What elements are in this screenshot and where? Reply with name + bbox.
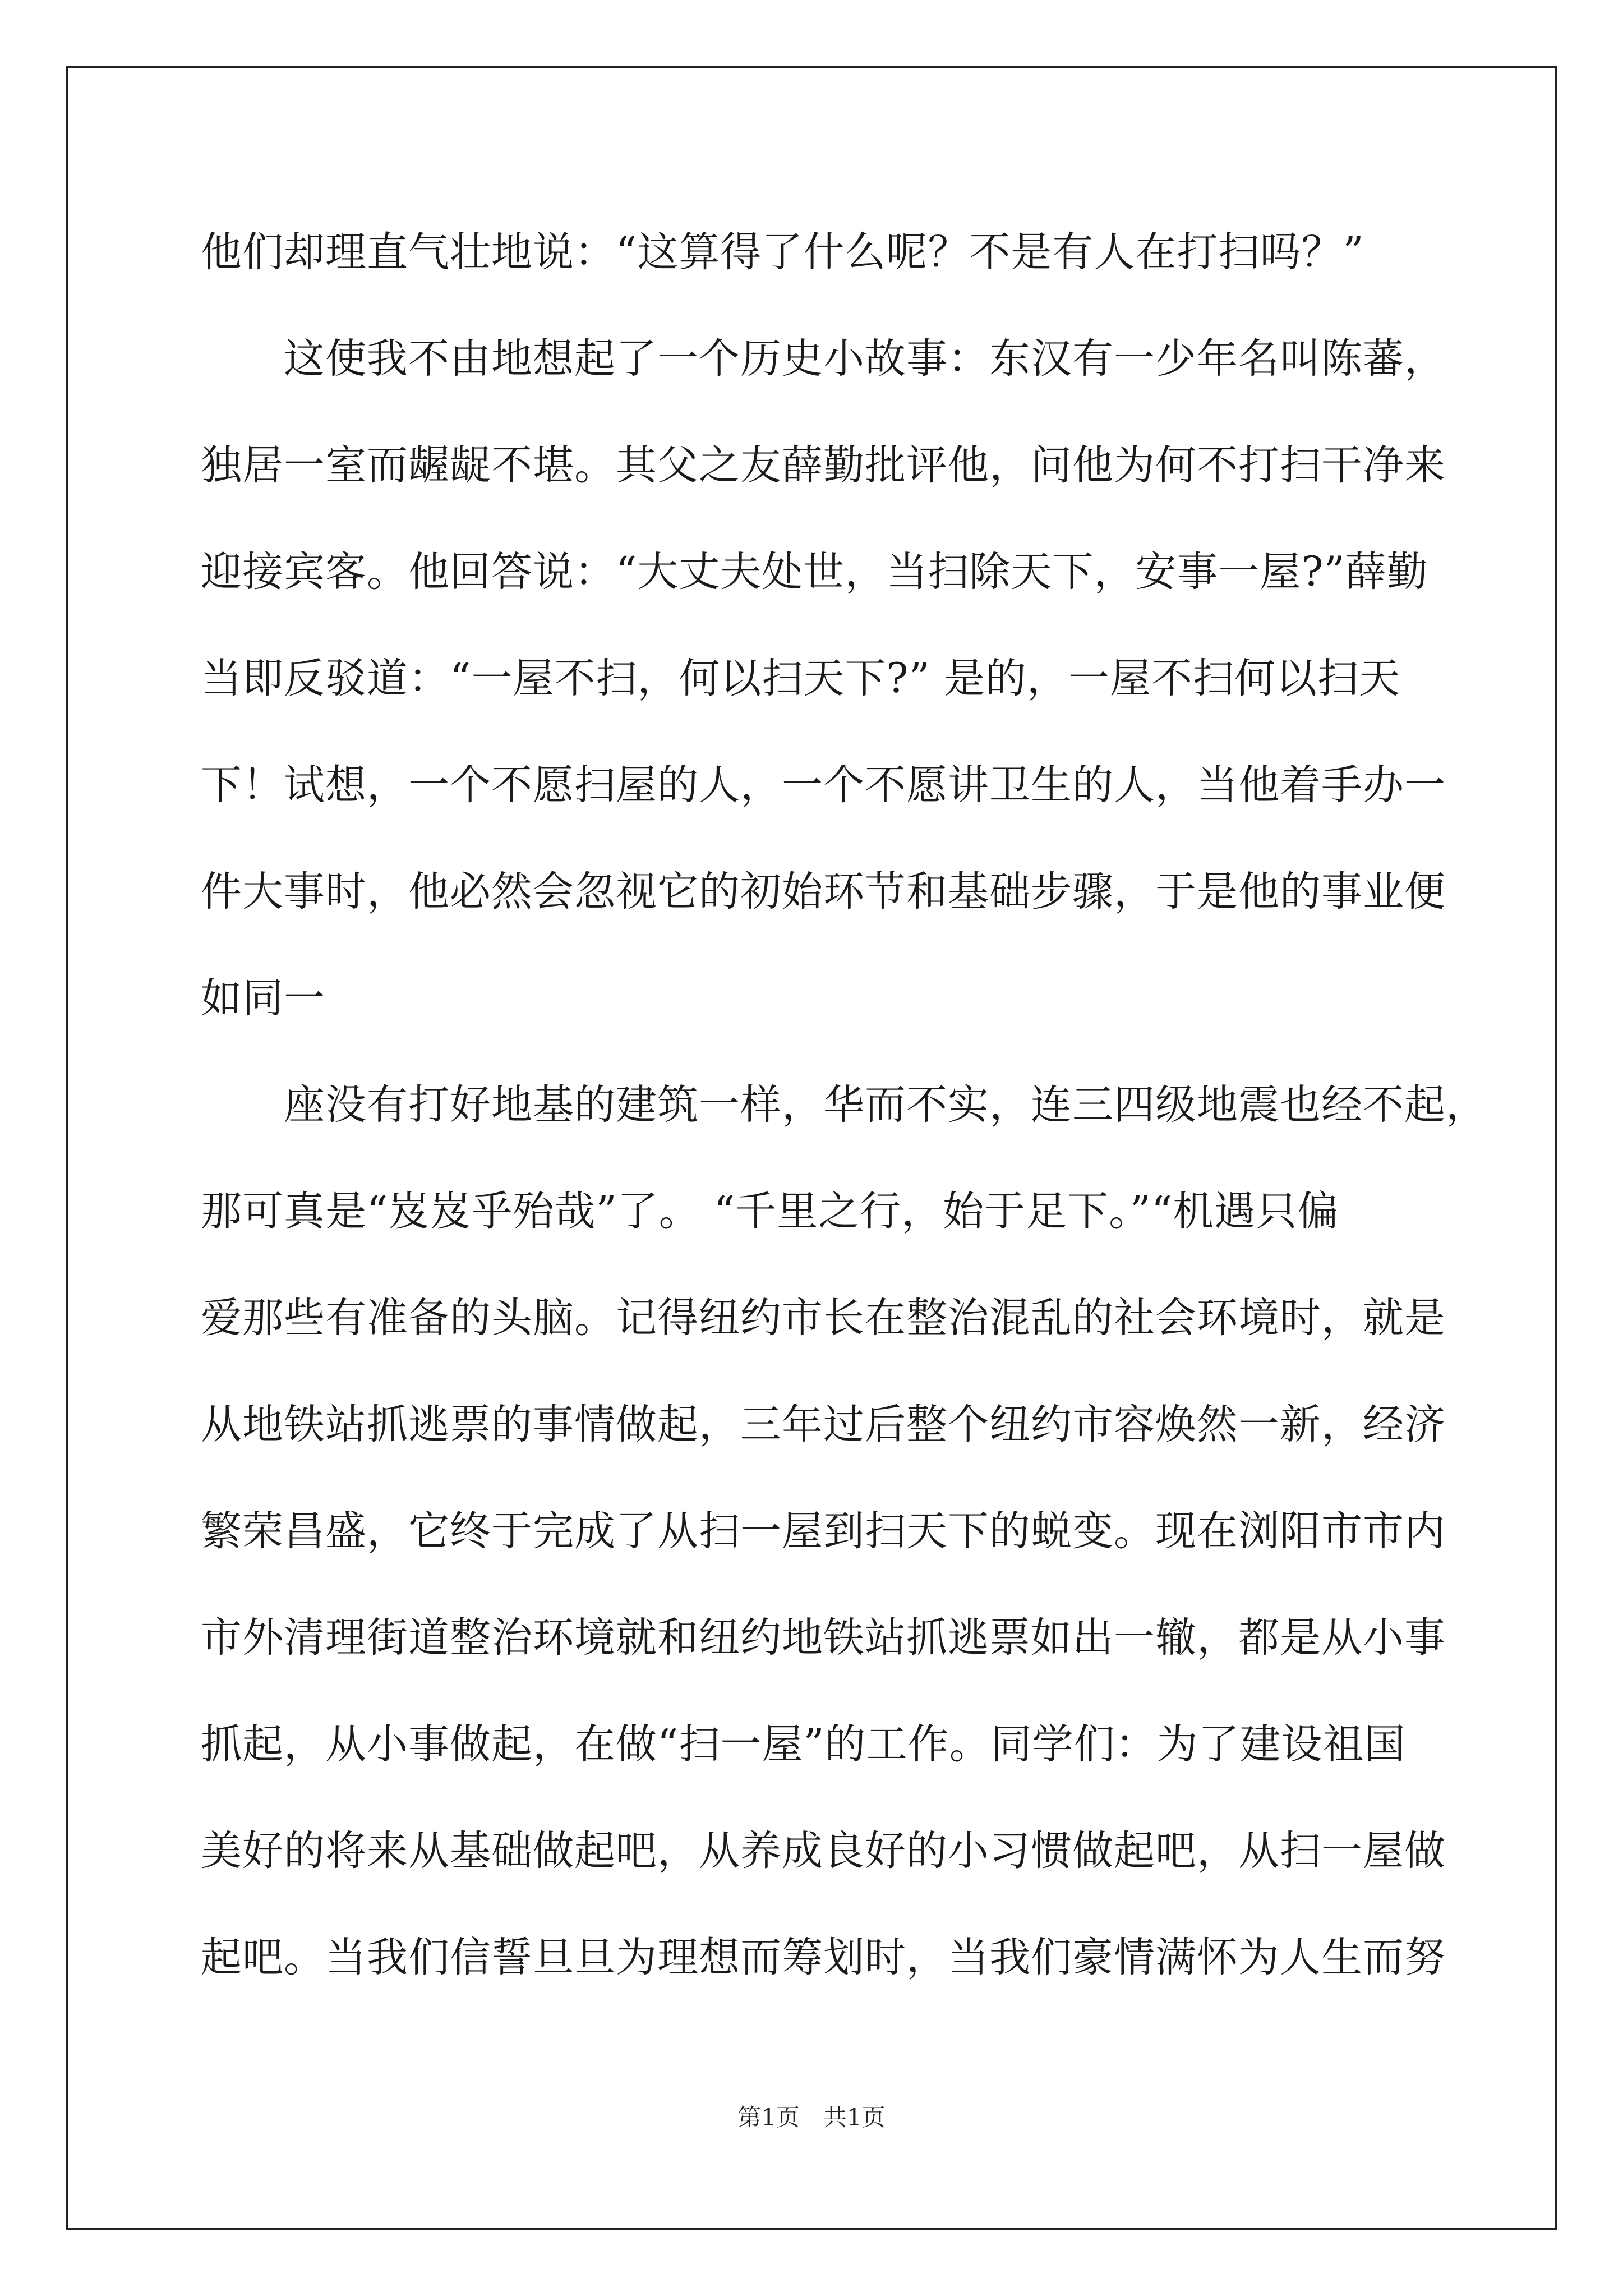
- text-line: 座没有打好地基的建筑一样，华而不实，连三四级地震也经不起，: [201, 1081, 1487, 1129]
- text-line: 美好的将来从基础做起吧，从养成良好的小习惯做起吧，从扫一屋做: [201, 1827, 1446, 1875]
- text-line: 他们却理直气壮地说：“这算得了什么呢？不是有人在打扫吗？”: [201, 228, 1364, 276]
- text-line: 从地铁站抓逃票的事情做起，三年过后整个纽约市容焕然一新，经济: [201, 1401, 1446, 1448]
- text-line: 独居一室而龌龊不堪。其父之友薛勤批评他，问他为何不打扫干净来: [201, 441, 1446, 489]
- text-line: 抓起，从小事做起，在做“扫一屋”的工作。同学们：为了建设祖国: [201, 1720, 1406, 1768]
- text-line: 那可真是“岌岌乎殆哉”了。 “千里之行，始于足下。”“机遇只偏: [201, 1188, 1339, 1235]
- text-line: 件大事时，他必然会忽视它的初始环节和基础步骤，于是他的事业便: [201, 868, 1446, 915]
- text-line: 繁荣昌盛，它终于完成了从扫一屋到扫天下的蜕变。现在浏阳市市内: [201, 1507, 1446, 1555]
- text-line: 迎接宾客。他回答说：“大丈夫处世，当扫除天下，安事一屋?”薛勤: [201, 548, 1428, 596]
- text-line: 爱那些有准备的头脑。记得纽约市长在整治混乱的社会环境时，就是: [201, 1294, 1446, 1342]
- page-number-footer: 第1页 共1页: [737, 2104, 886, 2131]
- text-line: 市外清理街道整治环境就和纽约地铁站抓逃票如出一辙，都是从小事: [201, 1614, 1446, 1662]
- text-line: 起吧。当我们信誓旦旦为理想而筹划时，当我们豪情满怀为人生而努: [201, 1934, 1446, 1981]
- text-line: 当即反驳道：“一屋不扫，何以扫天下?” 是的，一屋不扫何以扫天: [201, 655, 1400, 702]
- text-line: 下！试想，一个不愿扫屋的人，一个不愿讲卫生的人，当他着手办一: [201, 761, 1446, 809]
- text-line: 如同一: [201, 974, 325, 1022]
- text-line: 这使我不由地想起了一个历史小故事：东汉有一少年名叫陈蕃，: [201, 335, 1446, 383]
